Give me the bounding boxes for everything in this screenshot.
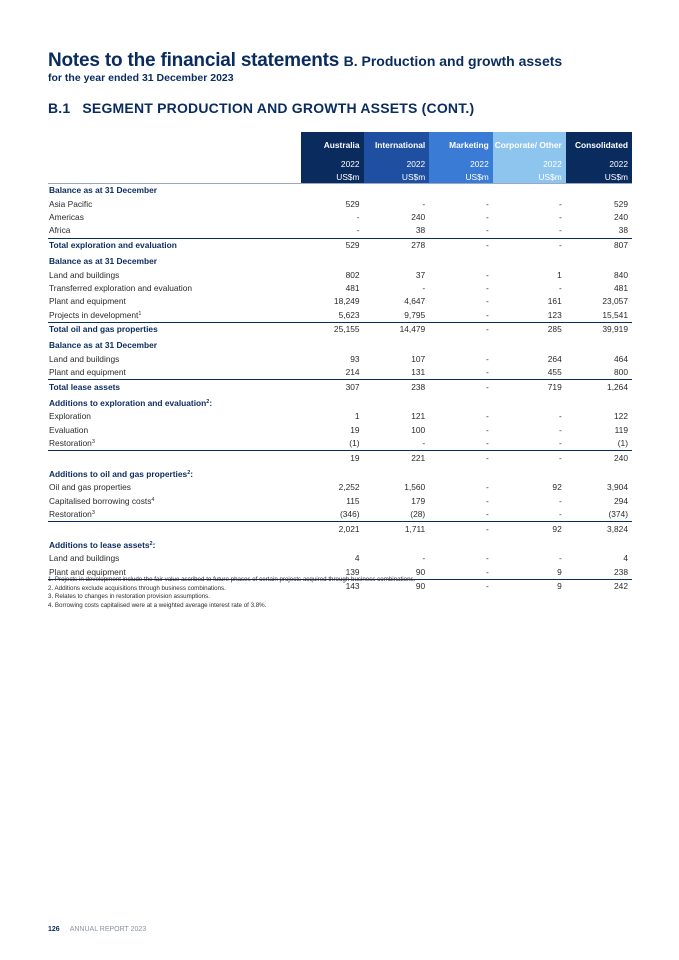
empty-cell [566, 339, 632, 352]
page-subtitle: for the year ended 31 December 2023 [48, 72, 234, 84]
value-international: 121 [411, 411, 426, 422]
value-consolidated: 481 [614, 282, 628, 293]
table-body [48, 132, 632, 593]
value-consolidated: 800 [614, 367, 628, 378]
total-marketing: - [429, 451, 493, 465]
section-heading-label [48, 339, 301, 352]
value-australia: 481 [345, 282, 360, 293]
value-consolidated: 238 [614, 566, 628, 577]
footnote-marker: 2 [149, 540, 153, 547]
value-international: - [422, 282, 426, 293]
total-corporate-other: 719 [493, 380, 566, 394]
empty-cell [566, 397, 632, 410]
page-title [48, 50, 562, 72]
value-corporate-other: - [558, 509, 562, 520]
total-marketing: - [429, 238, 493, 252]
value-australia: 115 [346, 495, 360, 506]
value-marketing: - [485, 509, 489, 520]
row-label [48, 353, 301, 366]
row-label [48, 224, 301, 238]
unit-australia: US$m [301, 171, 364, 184]
value-consolidated: 464 [614, 353, 628, 364]
value-international: 179 [411, 495, 426, 506]
value-corporate-other: 123 [547, 309, 562, 320]
value-international: 100 [411, 424, 426, 435]
value-australia: 18,249 [333, 296, 360, 307]
year-row-spacer [48, 158, 301, 171]
value-consolidated: (1) [617, 438, 628, 449]
row-label-text: Exploration [49, 411, 91, 422]
empty-cell [301, 397, 364, 410]
section-heading-text: Additions to lease assets [49, 539, 150, 550]
row-label-text: Restoration [49, 509, 92, 520]
total-australia: 529 [301, 238, 364, 252]
value-corporate-other: 455 [547, 367, 562, 378]
row-label [48, 282, 301, 295]
row-label-text: Americas [49, 211, 84, 222]
total-consolidated: 807 [566, 238, 632, 252]
section-heading-text: Balance as at 31 December [49, 340, 158, 351]
total-corporate-other: - [493, 451, 566, 465]
unit-corporate-other: US$m [493, 171, 566, 184]
subtotal-row [48, 522, 632, 536]
unit-row [48, 171, 632, 184]
value-international: - [422, 553, 426, 564]
row-label-text: Transferred exploration and evaluation [49, 282, 193, 293]
empty-cell [364, 339, 430, 352]
table-row [48, 282, 632, 295]
total-international: 14,479 [364, 322, 430, 336]
value-marketing: - [485, 309, 489, 320]
table-row [48, 211, 632, 224]
row-label [48, 424, 301, 437]
section-heading-row [48, 184, 632, 198]
value-consolidated: 122 [614, 411, 628, 422]
value-consolidated: 38 [618, 225, 628, 236]
total-international: 221 [364, 451, 430, 465]
section-heading-row [48, 339, 632, 352]
total-international: 90 [364, 579, 430, 593]
empty-cell [429, 339, 493, 352]
total-label [48, 451, 301, 465]
row-label-text: Plant and equipment [49, 296, 126, 307]
footnote: 4. Borrowing costs capitalised were at a weighted average interest rate of 3.8%. [48, 602, 267, 610]
year-international: 2022 [364, 158, 430, 171]
section-heading-label [48, 184, 301, 198]
empty-cell [364, 255, 430, 268]
section-heading-label [48, 397, 301, 410]
value-international: - [422, 438, 426, 449]
column-header-consolidated: Consolidated [566, 132, 632, 158]
value-marketing: - [485, 296, 489, 307]
total-international: 278 [364, 238, 430, 252]
value-australia: 19 [350, 424, 360, 435]
value-australia: (346) [339, 509, 360, 520]
section-heading [48, 100, 474, 116]
table-row [48, 495, 632, 508]
value-corporate-other: 9 [557, 566, 562, 577]
total-label: Total lease assets [48, 380, 301, 394]
section-heading-row [48, 468, 632, 481]
value-australia: 214 [345, 367, 360, 378]
total-label: Total oil and gas properties [48, 322, 301, 336]
footnote-marker: 1 [138, 310, 142, 317]
segment-assets-table [48, 132, 632, 593]
value-consolidated: 840 [614, 269, 628, 280]
section-heading-suffix: : [190, 469, 194, 479]
row-label-text: Capitalised borrowing costs [49, 495, 152, 506]
page-title-section: B. Production and growth assets [343, 53, 563, 69]
year-row [48, 158, 632, 171]
value-corporate-other: 92 [552, 482, 562, 493]
value-australia: - [356, 211, 360, 222]
row-label [48, 410, 301, 423]
footnote-marker: 2 [206, 399, 210, 406]
section-heading-label [48, 468, 301, 481]
footnotes [48, 576, 415, 611]
total-marketing: - [429, 322, 493, 336]
total-label [48, 522, 301, 536]
page-title-main: Notes to the financial statements [48, 50, 340, 71]
table-row [48, 353, 632, 366]
row-label [48, 295, 301, 308]
empty-cell [566, 539, 632, 552]
empty-cell [566, 468, 632, 481]
total-consolidated: 1,264 [566, 380, 632, 394]
row-label-text: Restoration [49, 438, 92, 449]
year-marketing: 2022 [429, 158, 493, 171]
value-consolidated: 294 [614, 495, 628, 506]
value-marketing: - [485, 225, 489, 236]
row-label [48, 211, 301, 224]
value-corporate-other: - [558, 225, 562, 236]
column-header-row [48, 132, 632, 158]
report-name: ANNUAL REPORT 2023 [69, 926, 147, 933]
total-australia: 2,021 [301, 522, 364, 536]
value-corporate-other: - [558, 211, 562, 222]
value-marketing: - [485, 411, 489, 422]
empty-cell [301, 468, 364, 481]
value-international: 131 [411, 367, 426, 378]
section-heading-text: Additions to oil and gas properties [49, 469, 188, 479]
section-heading-suffix: : [209, 398, 213, 409]
footnote-marker: 4 [151, 496, 155, 503]
value-australia: 93 [350, 353, 360, 364]
subtotal-row [48, 451, 632, 465]
section-heading-label [48, 255, 301, 268]
value-international: 240 [411, 211, 426, 222]
row-label-text: Plant and equipment [49, 367, 126, 378]
row-label [48, 495, 301, 508]
value-consolidated: 119 [614, 424, 628, 435]
total-corporate-other: 9 [493, 579, 566, 593]
total-australia: 25,155 [301, 322, 364, 336]
value-consolidated: (374) [608, 509, 628, 520]
empty-cell [364, 539, 430, 552]
row-label [48, 481, 301, 494]
value-marketing: - [485, 495, 489, 506]
section-heading-row [48, 255, 632, 268]
footnote: 2. Additions exclude acquisitions through business combinations. [48, 584, 226, 592]
table-row [48, 197, 632, 210]
value-marketing: - [485, 482, 489, 493]
section-heading-suffix: : [152, 539, 156, 550]
value-international: - [422, 198, 426, 209]
total-consolidated: 242 [566, 579, 632, 593]
total-australia: 307 [301, 380, 364, 394]
value-marketing: - [485, 367, 489, 378]
empty-cell [429, 539, 493, 552]
value-australia: 529 [345, 198, 360, 209]
empty-cell [301, 539, 364, 552]
section-number: B.1 [48, 100, 71, 116]
total-consolidated: 3,824 [566, 522, 632, 536]
section-heading-text: Balance as at 31 December [49, 185, 158, 196]
total-australia: 19 [301, 451, 364, 465]
empty-cell [493, 539, 566, 552]
table-row [48, 424, 632, 437]
value-international: 38 [415, 225, 426, 236]
table-row [48, 481, 632, 494]
section-title: SEGMENT PRODUCTION AND GROWTH ASSETS (CONT.) [82, 100, 475, 116]
value-consolidated: 23,057 [602, 296, 628, 307]
empty-cell [364, 397, 430, 410]
empty-cell [429, 397, 493, 410]
total-corporate-other: - [493, 238, 566, 252]
header-spacer [48, 132, 301, 158]
section-heading-row [48, 539, 632, 552]
value-corporate-other: - [558, 411, 562, 422]
row-label-text: Oil and gas properties [49, 482, 131, 493]
value-australia: 2,252 [338, 482, 360, 493]
row-label [48, 366, 301, 380]
table-row [48, 552, 632, 565]
value-corporate-other: - [558, 553, 562, 564]
table-row [48, 508, 632, 522]
empty-cell [493, 397, 566, 410]
value-australia: - [356, 225, 360, 236]
footnote-marker: 3 [91, 510, 95, 517]
value-corporate-other: - [558, 198, 562, 209]
value-consolidated: 3,904 [607, 482, 628, 493]
row-label [48, 552, 301, 565]
total-label: Total exploration and evaluation [48, 238, 301, 252]
value-corporate-other: - [558, 495, 562, 506]
unit-international: US$m [364, 171, 430, 184]
empty-cell [301, 339, 364, 352]
row-label-text: Evaluation [49, 424, 89, 435]
page-footer [48, 926, 146, 933]
total-corporate-other: 92 [493, 522, 566, 536]
table-row [48, 410, 632, 423]
value-consolidated: 15,541 [602, 309, 628, 320]
footnote-marker: 3 [91, 439, 95, 446]
empty-cell [566, 184, 632, 198]
empty-cell [493, 184, 566, 198]
row-label-text: Projects in development [49, 309, 139, 320]
row-label [48, 508, 301, 522]
empty-cell [301, 255, 364, 268]
value-consolidated: 529 [614, 198, 628, 209]
total-australia: 143 [301, 579, 364, 593]
total-marketing: - [429, 522, 493, 536]
table-row [48, 309, 632, 323]
table-row [48, 437, 632, 451]
footnote: 1. Projects in development include the fair value ascribed to future phases of certain projects acquired through business combinations. [48, 576, 416, 583]
row-label-text: Africa [49, 225, 71, 236]
value-international: 90 [415, 566, 426, 577]
empty-cell [364, 184, 430, 198]
value-marketing: - [485, 553, 489, 564]
empty-cell [429, 468, 493, 481]
row-label-text: Plant and equipment [49, 566, 126, 577]
total-row [48, 322, 632, 336]
value-australia: (1) [349, 438, 360, 449]
page-number: 126 [48, 926, 60, 933]
column-header-marketing: Marketing [429, 132, 493, 158]
total-international: 238 [364, 380, 430, 394]
empty-cell [493, 255, 566, 268]
value-marketing: - [485, 211, 489, 222]
total-row [48, 238, 632, 252]
value-international: (28) [410, 509, 426, 520]
value-australia: 5,623 [338, 309, 360, 320]
row-label [48, 437, 301, 451]
row-label-text: Land and buildings [49, 353, 120, 364]
value-australia: 139 [345, 566, 360, 577]
value-australia: 802 [345, 269, 360, 280]
empty-cell [429, 255, 493, 268]
value-corporate-other: 161 [547, 296, 562, 307]
empty-cell [493, 468, 566, 481]
value-marketing: - [485, 566, 489, 577]
footnote: 3. Relates to changes in restoration provision assumptions. [48, 593, 210, 601]
footnote-marker: 2 [187, 470, 191, 476]
empty-cell [364, 468, 430, 481]
value-australia: 4 [354, 553, 360, 564]
year-corporate-other: 2022 [493, 158, 566, 171]
table-row [48, 295, 632, 308]
row-label [48, 268, 301, 281]
row-label [48, 309, 301, 323]
value-marketing: - [485, 198, 489, 209]
total-row [48, 380, 632, 394]
value-international: 9,795 [404, 309, 426, 320]
empty-cell [493, 339, 566, 352]
year-australia: 2022 [301, 158, 364, 171]
year-consolidated: 2022 [566, 158, 632, 171]
empty-cell [301, 184, 364, 198]
row-label-text: Land and buildings [49, 553, 120, 564]
value-corporate-other: - [558, 424, 562, 435]
unit-marketing: US$m [429, 171, 493, 184]
section-heading-row [48, 397, 632, 410]
value-consolidated: 240 [614, 211, 628, 222]
value-consolidated: 4 [623, 553, 628, 564]
value-international: 1,560 [404, 482, 426, 493]
row-label-text: Asia Pacific [49, 198, 93, 209]
table-row [48, 268, 632, 281]
value-marketing: - [485, 269, 489, 280]
total-marketing: - [429, 380, 493, 394]
page-header [48, 50, 562, 84]
value-australia: 1 [354, 411, 360, 422]
value-marketing: - [485, 438, 489, 449]
total-marketing: - [429, 579, 493, 593]
value-corporate-other: 1 [557, 269, 562, 280]
value-marketing: - [485, 424, 489, 435]
section-heading-text: Additions to exploration and evaluation [49, 398, 207, 409]
table-row [48, 224, 632, 238]
value-international: 37 [415, 269, 426, 280]
total-consolidated: 39,919 [566, 322, 632, 336]
empty-cell [566, 255, 632, 268]
value-corporate-other: - [558, 438, 562, 449]
value-marketing: - [485, 282, 489, 293]
row-label [48, 197, 301, 210]
unit-consolidated: US$m [566, 171, 632, 184]
column-header-australia: Australia [301, 132, 364, 158]
row-label-text: Land and buildings [49, 269, 120, 280]
value-international: 107 [411, 353, 426, 364]
value-international: 4,647 [404, 296, 426, 307]
total-corporate-other: 285 [493, 322, 566, 336]
unit-row-spacer [48, 171, 301, 184]
value-corporate-other: - [558, 282, 562, 293]
total-consolidated: 240 [566, 451, 632, 465]
section-heading-text: Balance as at 31 December [49, 256, 158, 267]
empty-cell [429, 184, 493, 198]
value-corporate-other: 264 [547, 353, 562, 364]
table-row [48, 366, 632, 380]
value-marketing: - [485, 353, 489, 364]
section-heading-label [48, 539, 301, 552]
column-header-international: International [364, 132, 430, 158]
column-header-corporate-other: Corporate/ Other [493, 132, 566, 158]
total-international: 1,711 [364, 522, 430, 536]
